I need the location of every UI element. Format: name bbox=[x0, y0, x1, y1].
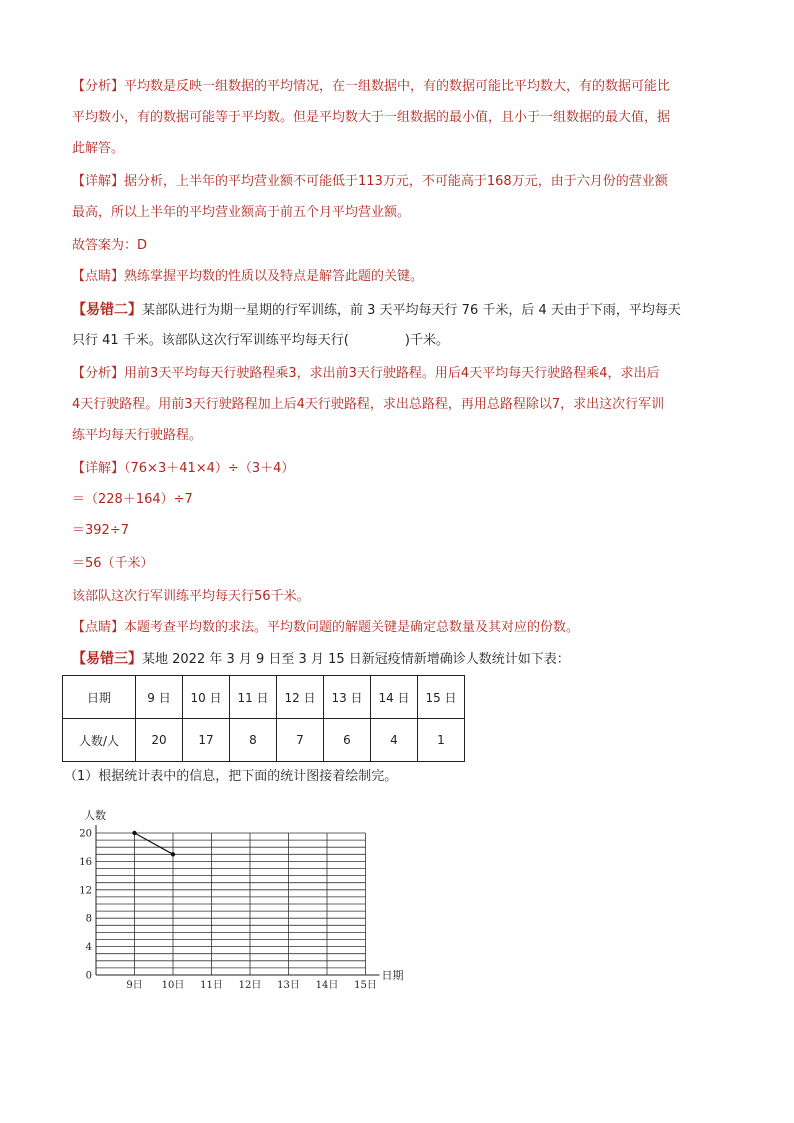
x-tick-label: 13日 bbox=[277, 980, 300, 991]
a1-n3: 3 bbox=[348, 366, 357, 381]
x-tick-label: 9日 bbox=[126, 980, 143, 991]
y-tick-label: 8 bbox=[85, 913, 92, 925]
stats-table bbox=[62, 675, 465, 762]
detail-num-113: 113 bbox=[358, 174, 383, 189]
x-tick-label: 12日 bbox=[238, 980, 262, 991]
a1-e: 天平均每天行驶路程乘 bbox=[469, 366, 600, 381]
answer-line bbox=[72, 236, 147, 256]
table-cell-count: 4 bbox=[371, 719, 418, 762]
table-cell-count: 1 bbox=[418, 719, 465, 762]
data-point bbox=[132, 831, 136, 835]
x-tick-labels bbox=[126, 979, 377, 991]
analysis-2-line-1 bbox=[72, 364, 660, 384]
a2-n2: 3 bbox=[184, 397, 193, 412]
table-row-dates bbox=[63, 676, 465, 719]
x-tick-label: 14日 bbox=[315, 980, 339, 991]
detail-line-1 bbox=[72, 172, 668, 192]
y-tick-label: 16 bbox=[79, 856, 92, 868]
a1-b: 天平均每天行驶路程乘 bbox=[158, 366, 289, 381]
analysis-2-line-2 bbox=[72, 395, 664, 415]
table-cell-count: 6 bbox=[324, 719, 371, 762]
table-header-date: 日期 bbox=[63, 676, 136, 719]
answer-value: D bbox=[137, 238, 148, 253]
table-cell-date: 11 日 bbox=[230, 676, 277, 719]
equation-1: （76×3＋41×4）÷（3＋4） bbox=[124, 461, 295, 476]
analysis-text-1: 平均数是反映一组数据的平均情况，在一组数据中，有的数据可能比平均数大，有的数据可能比 bbox=[124, 79, 671, 94]
a1-n1: 3 bbox=[150, 366, 159, 381]
detail-tag: 【详解】 bbox=[72, 174, 125, 189]
x-axis-label: 日期 bbox=[381, 969, 404, 982]
table-cell-count: 20 bbox=[136, 719, 183, 762]
x-tick-label: 15日 bbox=[354, 980, 377, 991]
a2-n1: 4 bbox=[72, 397, 81, 412]
analysis-2-tag: 【分析】 bbox=[72, 366, 125, 381]
a2-c: 天行驶路程，求出总路程，再用总路程除以 bbox=[304, 397, 552, 412]
y-tick-label: 12 bbox=[79, 885, 92, 897]
question-2-line-1 bbox=[72, 300, 681, 321]
table-header-count: 人数/人 bbox=[63, 719, 136, 762]
a2-n3: 4 bbox=[296, 397, 305, 412]
table-cell-count: 17 bbox=[183, 719, 230, 762]
a1-d: 天行驶路程。用后 bbox=[356, 366, 461, 381]
a2-n4: 7 bbox=[551, 397, 561, 412]
table-row-counts bbox=[63, 719, 465, 762]
question-2-line-2 bbox=[72, 331, 449, 351]
table-cell-date: 10 日 bbox=[183, 676, 230, 719]
y-axis-label: 人数 bbox=[84, 809, 106, 822]
table-cell-count: 8 bbox=[230, 719, 277, 762]
question-2-text-2b: )千米。 bbox=[404, 333, 449, 348]
analysis-line-1 bbox=[72, 77, 670, 97]
table-cell-date: 14 日 bbox=[371, 676, 418, 719]
detail-line-2: 最高，所以上半年的平均营业额高于前五个月平均营业额。 bbox=[72, 205, 411, 220]
detail-num-168: 168 bbox=[486, 174, 512, 189]
sub-question-1: （1）根据统计表中的信息，把下面的统计图接着绘制完。 bbox=[64, 769, 398, 784]
question-3-line bbox=[72, 649, 570, 670]
table-cell-date: 12 日 bbox=[277, 676, 324, 719]
a1-n5: 4 bbox=[599, 366, 608, 381]
table-cell-date: 15 日 bbox=[418, 676, 465, 719]
answer-label: 故答案为： bbox=[72, 238, 138, 253]
detail-2-line-1 bbox=[72, 459, 294, 479]
a1-c: ，求出前 bbox=[296, 366, 349, 381]
y-tick-label: 20 bbox=[79, 828, 92, 840]
series-line bbox=[135, 833, 174, 854]
analysis-line-3: 此解答。 bbox=[72, 141, 125, 156]
equation-4: ＝56（千米） bbox=[72, 556, 154, 571]
conclusion-text-a: 该部队这次行军训练平均每天行 bbox=[72, 589, 255, 604]
equation-3: ＝392÷7 bbox=[72, 523, 129, 538]
y-tick-labels bbox=[79, 829, 92, 982]
question-2-text-1: 某部队进行为期一星期的行军训练，前 3 天平均每天行 76 千米，后 4 天由于下雨，平均每天 bbox=[142, 303, 681, 318]
detail-text-1a: 据分析，上半年的平均营业额不可能低于 bbox=[124, 174, 359, 189]
question-2-text-2a: 只行 41 千米。该部队这次行军训练平均每天行( bbox=[72, 333, 349, 348]
data-point bbox=[171, 852, 175, 856]
table-cell-date: 13 日 bbox=[324, 676, 371, 719]
table-cell-date: 9 日 bbox=[136, 676, 183, 719]
table-cell-count: 7 bbox=[277, 719, 324, 762]
a2-a: 天行驶路程。用前 bbox=[80, 397, 185, 412]
detail-text-1c: 万元，由于六月份的营业额 bbox=[511, 174, 668, 189]
detail-text-1b: 万元，不可能高于 bbox=[382, 174, 487, 189]
tip-line-2 bbox=[72, 618, 579, 638]
error-3-tag: 【易错三】 bbox=[72, 651, 142, 667]
tip-text-2: 本题考查平均数的求法。平均数问题的解题关键是确定总数量及其对应的份数。 bbox=[124, 620, 580, 635]
y-tick-label: 0 bbox=[85, 970, 92, 982]
a1-a: 用前 bbox=[124, 366, 151, 381]
a2-b: 天行驶路程加上后 bbox=[192, 397, 297, 412]
line-chart bbox=[60, 795, 420, 995]
conclusion-line bbox=[72, 587, 310, 607]
error-2-tag: 【易错二】 bbox=[72, 302, 142, 318]
chart-grid bbox=[96, 833, 366, 975]
analysis-2-line-3: 练平均每天行驶路程。 bbox=[72, 428, 203, 443]
equation-2: ＝（228＋164）÷7 bbox=[72, 492, 193, 507]
tip-tag-2: 【点睛】 bbox=[72, 620, 125, 635]
analysis-2-text bbox=[124, 366, 660, 381]
question-3-text: 某地 2022 年 3 月 9 日至 3 月 15 日新冠疫情新增确诊人数统计如下表： bbox=[142, 652, 570, 667]
analysis-tag: 【分析】 bbox=[72, 79, 125, 94]
a1-f: ，求出后 bbox=[607, 366, 660, 381]
tip-tag-1: 【点睛】 bbox=[72, 269, 125, 284]
tip-text-1: 熟练掌握平均数的性质以及特点是解答此题的关键。 bbox=[124, 269, 424, 284]
chart-series bbox=[132, 831, 175, 857]
tip-line-1 bbox=[72, 267, 423, 287]
conclusion-text-b: 千米。 bbox=[270, 589, 310, 604]
detail-2-tag: 【详解】 bbox=[72, 461, 125, 476]
a1-n2: 3 bbox=[288, 366, 297, 381]
y-tick-label: 4 bbox=[85, 942, 92, 954]
a2-d: ，求出这次行军训 bbox=[560, 397, 665, 412]
x-tick-label: 11日 bbox=[200, 980, 223, 991]
x-tick-label: 10日 bbox=[161, 980, 185, 991]
analysis-line-2: 平均数小，有的数据可能等于平均数。但是平均数大于一组数据的最小值，且小于一组数据的最大值，据 bbox=[72, 110, 671, 125]
a1-n4: 4 bbox=[460, 366, 470, 381]
conclusion-num: 56 bbox=[254, 589, 271, 604]
